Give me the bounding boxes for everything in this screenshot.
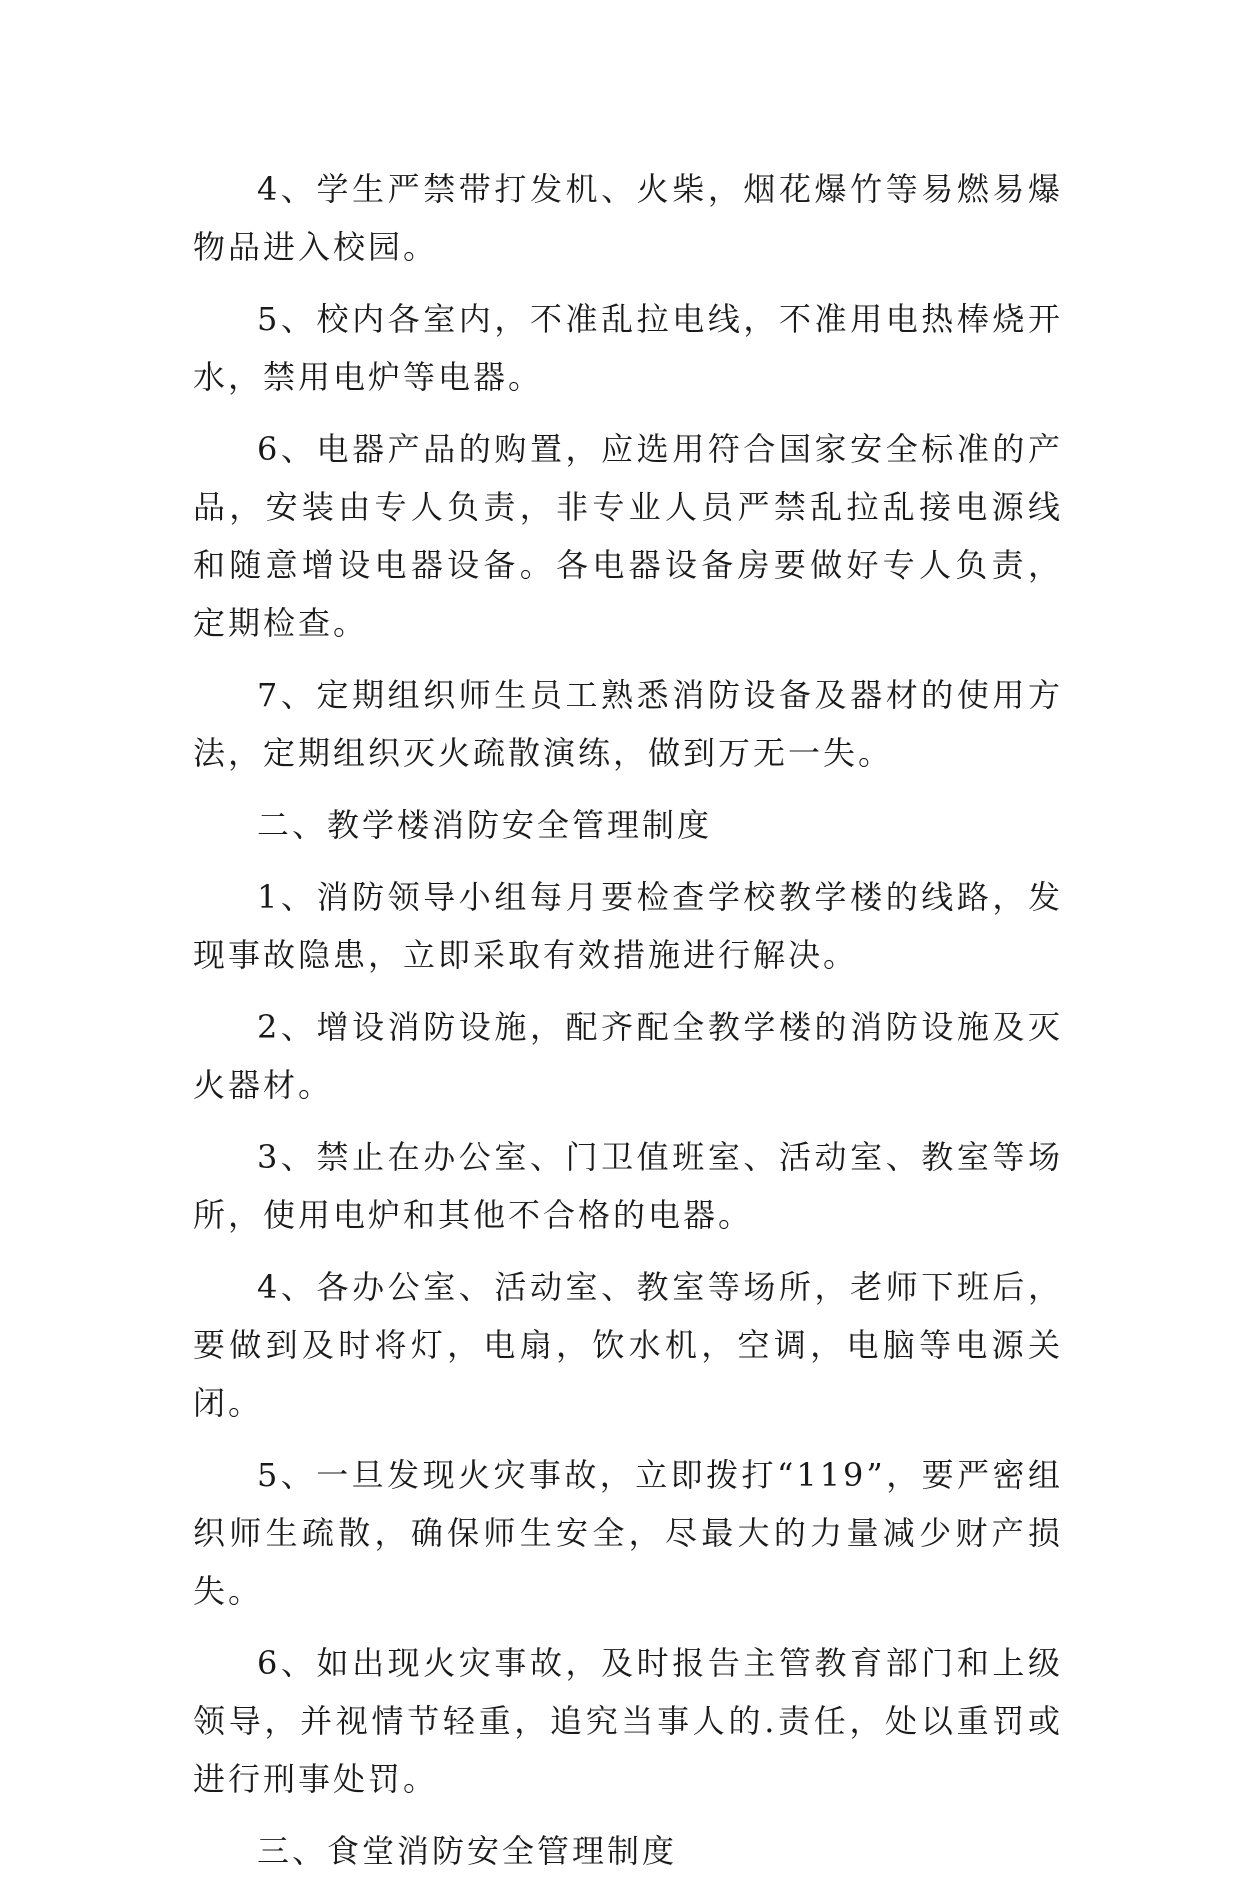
section-heading-canteen: 三、食堂消防安全管理制度 — [257, 1832, 678, 1870]
paragraph-item-5-emergency: 5、一旦发现火灾事故，立即拨打“119”，要严密组织师生疏散，确保师生安全，尽最大的力量减少财产损失。 — [193, 1456, 1063, 1610]
paragraph-item-2-facilities: 2、增设消防设施，配齐配全教学楼的消防设施及灭火器材。 — [193, 1008, 1063, 1104]
paragraph-item-1-inspection: 1、消防领导小组每月要检查学校教学楼的线路，发现事故隐患，立即采取有效措施进行解决。 — [193, 878, 1063, 974]
document-page — [193, 160, 1063, 1894]
paragraph-item-3-prohibition: 3、禁止在办公室、门卫值班室、活动室、教室等场所，使用电炉和其他不合格的电器。 — [193, 1138, 1063, 1234]
paragraph-item-5-wiring: 5、校内各室内，不准乱拉电线，不准用电热棒烧开水，禁用电炉等电器。 — [193, 300, 1063, 396]
paragraph-item-6-appliances: 6、电器产品的购置，应选用符合国家安全标准的产品，安装由专人负责，非专业人员严禁乱拉乱接电源线和随意增设电器设备。各电器设备房要做好专人负责，定期检查。 — [193, 430, 1063, 642]
paragraph-item-6-reporting: 6、如出现火灾事故，及时报告主管教育部门和上级领导，并视情节轻重，追究当事人的.责任，处以重罚或进行刑事处罚。 — [193, 1644, 1063, 1798]
paragraph-item-4-lighters: 4、学生严禁带打发机、火柴，烟花爆竹等易燃易爆物品进入校园。 — [193, 170, 1063, 266]
paragraph-item-4-power-off: 4、各办公室、活动室、教室等场所，老师下班后，要做到及时将灯，电扇，饮水机，空调，电脑等电源关闭。 — [193, 1268, 1063, 1422]
section-heading-teaching-building: 二、教学楼消防安全管理制度 — [257, 806, 713, 844]
paragraph-item-7-drills: 7、定期组织师生员工熟悉消防设备及器材的使用方法，定期组织灭火疏散演练，做到万无一失。 — [193, 676, 1063, 772]
